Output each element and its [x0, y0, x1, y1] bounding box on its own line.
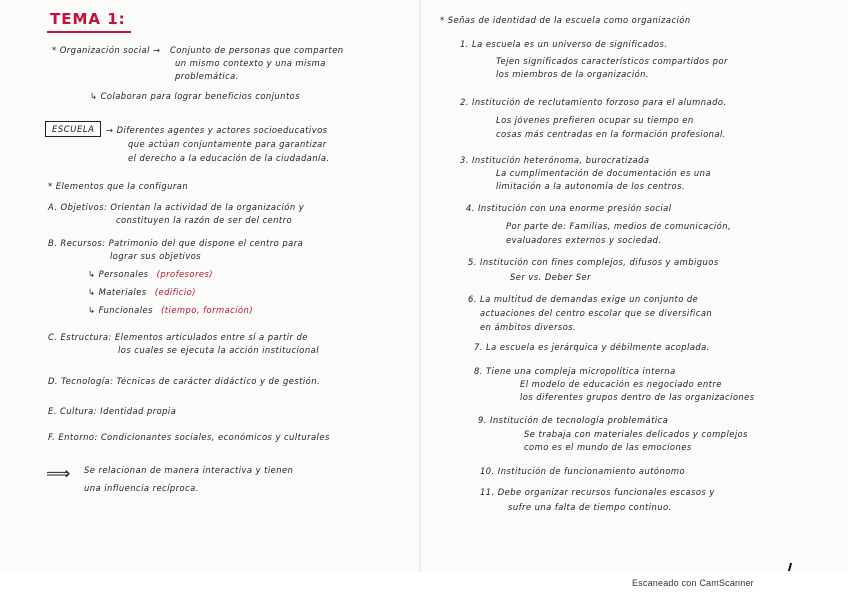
recursos-line-1: B. Recursos: Patrimonio del que dispone el centro para — [48, 238, 304, 248]
recurso-funcionales-note: (tiempo, formación) — [161, 305, 254, 315]
recursos-line-2: lograr sus objetivos — [110, 251, 202, 261]
senas-heading: * Señas de identidad de la escuela como organización — [440, 15, 691, 25]
colaboran-line: ↳ Colaboran para lograr beneficios conjuntos — [90, 91, 301, 101]
item-1-line-3: los miembros de la organización. — [496, 69, 650, 79]
recurso-materiales-label: ↳ Materiales — [88, 287, 147, 297]
organizacion-line-1: Conjunto de personas que comparten — [170, 45, 344, 55]
item-8-line-3: los diferentes grupos dentro de las organizaciones — [520, 392, 755, 402]
tecnologia-line: D. Tecnología: Técnicas de carácter didáctico y de gestión. — [48, 376, 321, 386]
item-8-line-2: El modelo de educación es negociado entre — [520, 379, 722, 389]
objetivos-line-1: A. Objetivos: Orientan la actividad de la organización y — [48, 202, 305, 212]
item-3-line-2: La cumplimentación de documentación es una — [496, 168, 711, 178]
item-3-line-1: 3. Institución heterónoma, burocratizada — [460, 155, 650, 165]
item-10-line: 10. Institución de funcionamiento autónomo — [480, 466, 686, 476]
item-9-line-1: 9. Institución de tecnología problemática — [478, 415, 669, 425]
pen-mark — [788, 563, 792, 571]
page-fold — [419, 0, 421, 572]
organizacion-line-3: problemática. — [175, 71, 239, 81]
elementos-heading: * Elementos que la configuran — [48, 181, 189, 191]
item-4-line-3: evaluadores externos y sociedad. — [506, 235, 662, 245]
item-5-line-1: 5. Institución con fines complejos, difusos y ambiguos — [468, 257, 719, 267]
title-underline — [47, 31, 131, 33]
item-4-line-2: Por parte de: Familias, medios de comunicación, — [506, 221, 732, 231]
item-4-line-1: 4. Institución con una enorme presión social — [466, 203, 672, 213]
recurso-personales-note: (profesores) — [156, 269, 213, 279]
organizacion-label: * Organización social → — [52, 45, 161, 55]
item-2-line-3: cosas más centradas en la formación profesional. — [496, 129, 726, 139]
recurso-personales-label: ↳ Personales — [88, 269, 149, 279]
estructura-line-1: C. Estructura: Elementos articulados entre sí a partir de — [48, 332, 308, 342]
relacionan-line-2: una influencia recíproca. — [84, 483, 199, 493]
relacionan-line-1: Se relacionan de manera interactiva y tienen — [84, 465, 294, 475]
item-6-line-3: en ámbitos diversos. — [480, 322, 577, 332]
recurso-materiales-note: (edificio) — [154, 287, 196, 297]
item-1-line-1: 1. La escuela es un universo de significados. — [460, 39, 668, 49]
item-9-line-2: Se trabaja con materiales delicados y complejos — [524, 429, 748, 439]
scanner-watermark: Escaneado con CamScanner — [632, 578, 754, 588]
item-9-line-3: como es el mundo de las emociones — [524, 442, 692, 452]
entorno-line: F. Entorno: Condicionantes sociales, económicos y culturales — [48, 432, 330, 442]
recurso-personales — [88, 270, 213, 278]
item-5-line-2: Ser vs. Deber Ser — [510, 272, 591, 282]
organizacion-line-2: un mismo contexto y una misma — [175, 58, 326, 68]
item-2-line-2: Los jóvenes prefieren ocupar su tiempo en — [496, 115, 694, 125]
estructura-line-2: los cuales se ejecuta la acción institucional — [118, 345, 319, 355]
item-7-line: 7. La escuela es jerárquica y débilmente acoplada. — [474, 342, 710, 352]
item-8-line-1: 8. Tiene una compleja micropolítica interna — [474, 366, 676, 376]
escuela-line-3: el derecho a la educación de la ciudadanía. — [128, 153, 330, 163]
double-arrow-icon: ⟹ — [46, 464, 71, 484]
item-6-line-2: actuaciones del centro escolar que se diversifican — [480, 308, 713, 318]
recurso-materiales — [88, 288, 196, 296]
item-11-line-1: 11. Debe organizar recursos funcionales escasos y — [480, 487, 715, 497]
recurso-funcionales-label: ↳ Funcionales — [88, 305, 153, 315]
page-title: TEMA 1: — [50, 10, 126, 28]
objetivos-line-2: constituyen la razón de ser del centro — [116, 215, 293, 225]
item-6-line-1: 6. La multitud de demandas exige un conjunto de — [468, 294, 699, 304]
item-1-line-2: Tejen significados característicos compartidos por — [496, 56, 728, 66]
recurso-funcionales — [88, 306, 253, 314]
item-11-line-2: sufre una falta de tiempo continuo. — [508, 502, 672, 512]
item-2-line-1: 2. Institución de reclutamiento forzoso para el alumnado. — [460, 97, 727, 107]
escuela-line-2: que actúan conjuntamente para garantizar — [128, 139, 327, 149]
escuela-line-1: → Diferentes agentes y actores socioeducativos — [106, 125, 328, 135]
item-3-line-3: limitación a la autonomía de los centros. — [496, 181, 686, 191]
cultura-line: E. Cultura: Identidad propia — [48, 406, 177, 416]
escuela-box: ESCUELA — [45, 121, 101, 137]
